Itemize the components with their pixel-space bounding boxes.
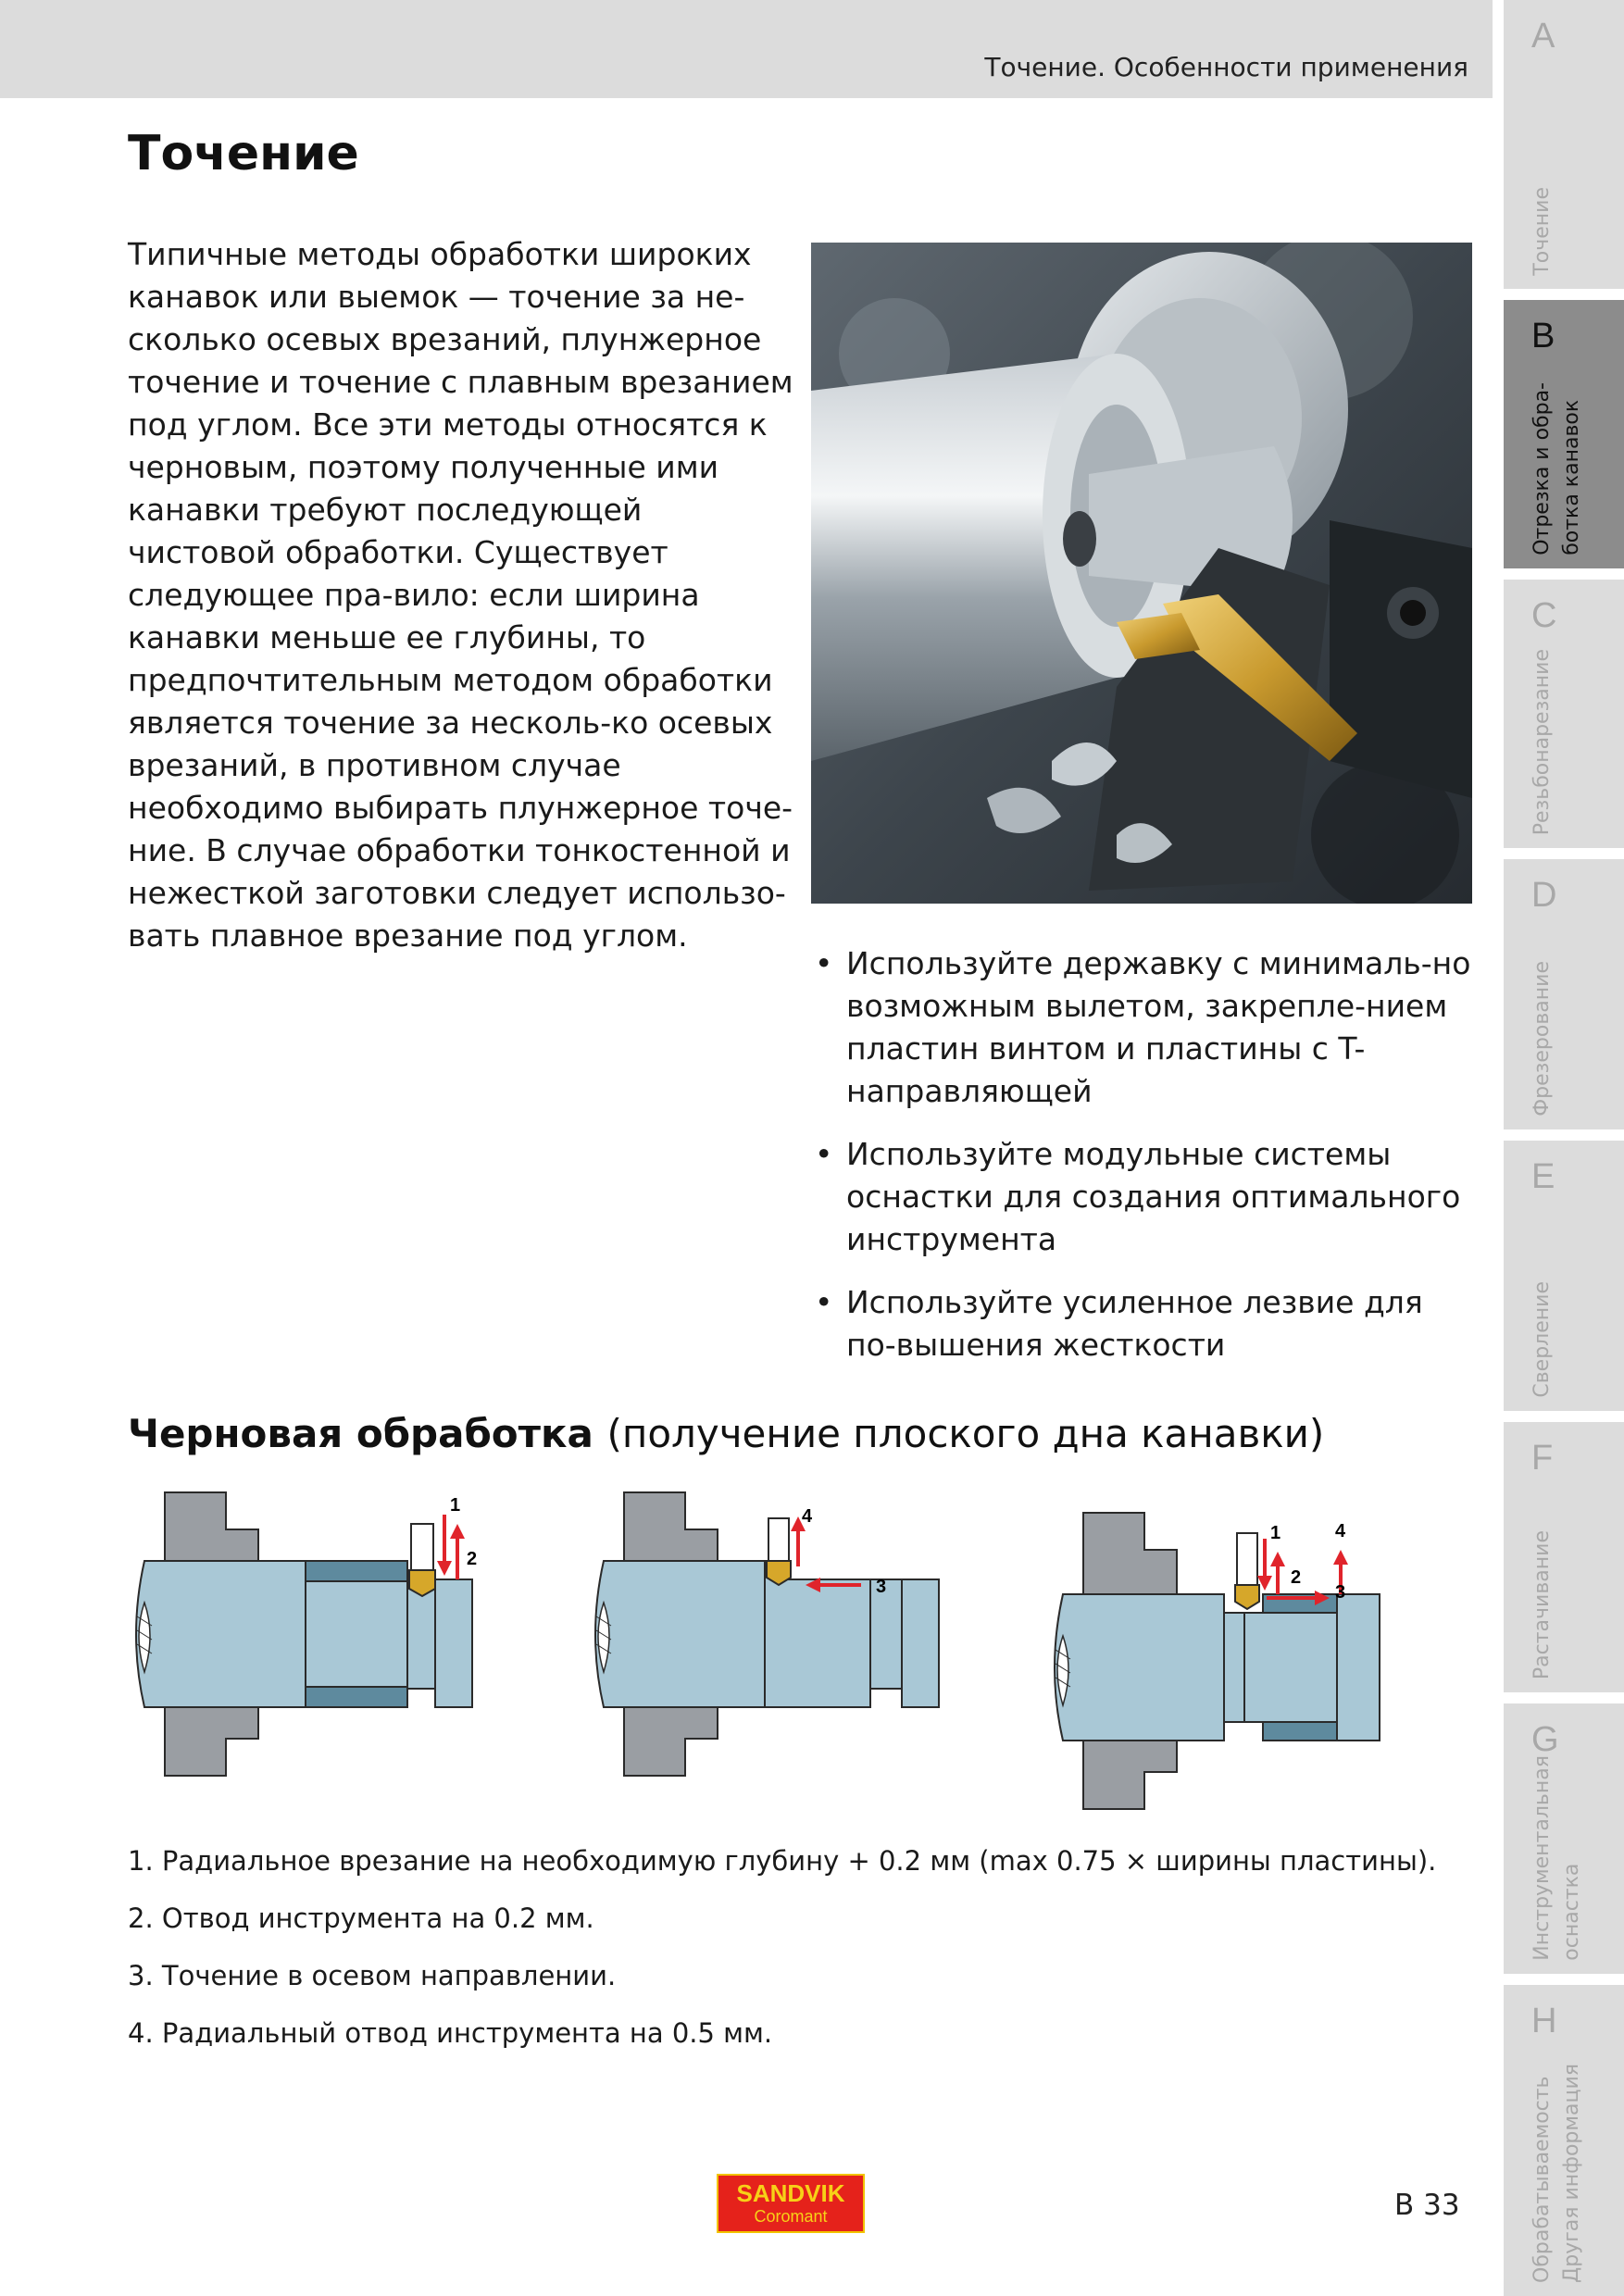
tab-letter: E <box>1531 1157 1555 1196</box>
tab-e[interactable] <box>1504 1141 1624 1411</box>
list-item <box>815 1133 1481 1261</box>
tab-f[interactable] <box>1504 1422 1624 1692</box>
page-title: Точение <box>128 126 359 181</box>
diagram-label: 1 <box>1270 1523 1281 1543</box>
diagram-step-1 <box>124 1487 494 1783</box>
diagram-label: 3 <box>1335 1582 1346 1603</box>
header-bar <box>0 0 1493 98</box>
tab-label: Инструментальная оснастка <box>1530 1755 1583 1961</box>
tab-label: Фрезерование <box>1530 961 1554 1117</box>
bullet-text: Используйте державку с минималь-но возможным вылетом, закрепле-нием пластин винтом и пластины с T-направляющей <box>846 945 1471 1109</box>
page-number: B 33 <box>1394 2189 1460 2222</box>
bullet-dot: • <box>815 1136 833 1172</box>
list-item: 1. Радиальное врезание на необходимую глубину + 0.2 мм (max 0.75 × ширины пластины). <box>128 1845 1437 1877</box>
diagram-step-2 <box>583 1487 954 1783</box>
tab-label: Обрабатываемость Другая информация <box>1530 2064 1583 2283</box>
tab-label: Растачивание <box>1530 1529 1554 1679</box>
logo-line-2: Coromant <box>754 2207 828 2226</box>
list-item <box>815 942 1481 1113</box>
chuck-jaw-bottom <box>165 1707 258 1776</box>
section-title-bold: Черновая обработка <box>128 1411 593 1456</box>
tab-label: Отрезка и обра- ботка канавок <box>1530 382 1583 555</box>
tab-g[interactable] <box>1504 1703 1624 1974</box>
tab-c[interactable] <box>1504 580 1624 848</box>
diagram-label: 3 <box>876 1577 887 1597</box>
list-item <box>815 1281 1481 1366</box>
diagram-label: 4 <box>1335 1521 1346 1541</box>
tab-letter: G <box>1531 1720 1559 1759</box>
tab-letter: B <box>1531 317 1555 356</box>
diagram-label: 2 <box>467 1549 478 1569</box>
tab-a[interactable] <box>1504 0 1624 289</box>
tab-label: Сверление <box>1530 1281 1554 1398</box>
workpiece <box>136 1561 306 1707</box>
logo-line-1: SANDVIK <box>736 2179 845 2207</box>
tab-b[interactable] <box>1504 300 1624 568</box>
bullet-text: Используйте усиленное лезвие для по-вышения жесткости <box>846 1284 1423 1363</box>
list-item: 3. Точение в осевом направлении. <box>128 1960 617 1991</box>
header-title: Точение. Особенности применения <box>984 52 1468 82</box>
list-item: 2. Отвод инструмента на 0.2 мм. <box>128 1903 594 1934</box>
tab-h[interactable] <box>1504 1985 1624 2296</box>
tab-letter: C <box>1531 596 1557 635</box>
diagram-label: 2 <box>1291 1567 1302 1588</box>
machining-photo <box>811 243 1472 904</box>
list-item: 4. Радиальный отвод инструмента на 0.5 мм. <box>128 2017 773 2049</box>
section-tabs <box>1504 0 1624 2296</box>
section-title <box>128 1411 1324 1456</box>
section-title-rest: (получение плоского дна канавки) <box>606 1411 1325 1456</box>
tool-holder <box>411 1524 433 1576</box>
tab-letter: F <box>1531 1439 1554 1478</box>
diagram-step-3 <box>1043 1505 1413 1820</box>
tab-label: Резьбонарезание <box>1530 648 1554 835</box>
tips-list <box>815 942 1481 1387</box>
diagram-label: 4 <box>802 1506 813 1527</box>
intro-paragraph: Типичные методы обработки широких канавок или выемок — точение за не-сколько осевых врезаний, плунжерное точение и точение с плавным врезанием под углом. Все эти методы относятся к черновым, поэтому полученные ими канавки требуют последующей чистовой обработки. Существует следующее пра-вило: если ширина канавки меньше ее глубины, то предпочтительным методом обработки является точение за несколь-ко осевых врезаний, в противном случае необходимо выбирать плунжерное точе-ние. В случае обработки тонкостенной и нежесткой заготовки следует использо-вать плавное врезание под углом. <box>128 236 793 954</box>
bullet-dot: • <box>815 945 833 981</box>
tab-label: Точение <box>1530 187 1554 276</box>
chuck-jaw-top <box>165 1492 258 1561</box>
diagram-label: 1 <box>450 1495 461 1516</box>
grooving-tool-photo <box>811 243 1472 904</box>
bullet-dot: • <box>815 1284 833 1320</box>
sandvik-logo <box>717 2174 865 2233</box>
tab-letter: A <box>1531 17 1555 56</box>
tab-d[interactable] <box>1504 859 1624 1129</box>
tab-letter: D <box>1531 876 1557 915</box>
bullet-text: Используйте модульные системы оснастки для создания оптимального инструмента <box>846 1136 1461 1257</box>
steps-list <box>128 1844 1461 2074</box>
tab-letter: H <box>1531 2002 1557 2040</box>
